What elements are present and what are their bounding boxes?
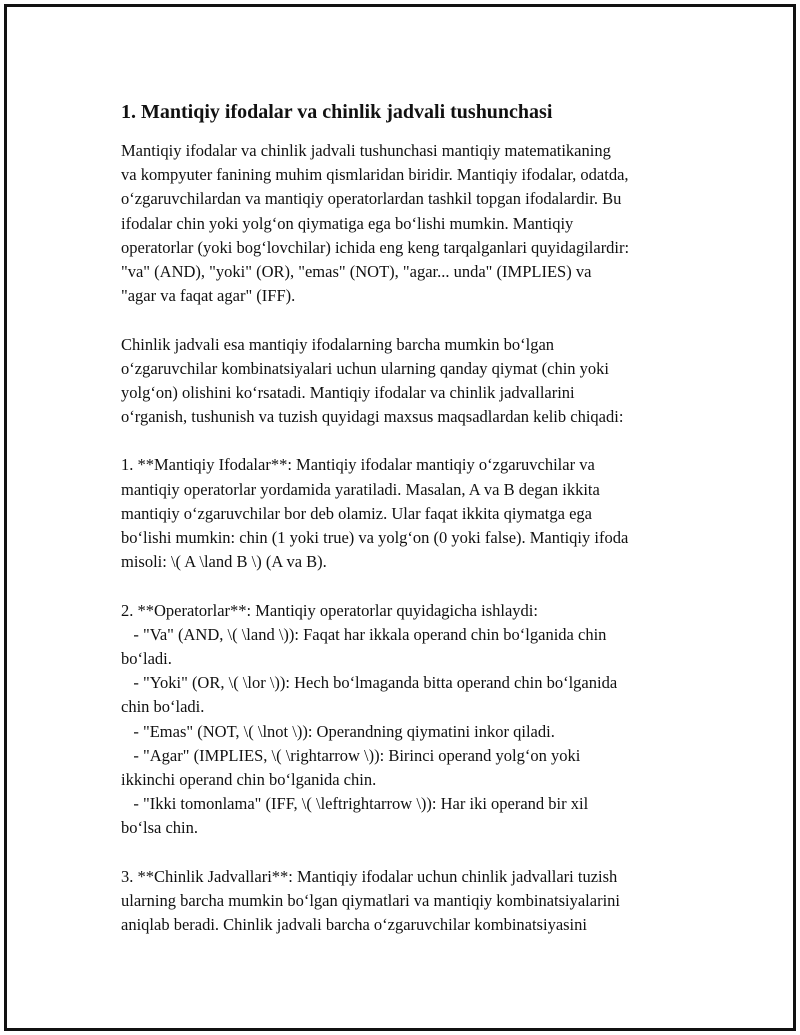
text-line: ifodalar chin yoki yolg‘on qiymatiga ega bo‘lishi mumkin. Mantiqiy xyxy=(121,213,574,233)
paragraph-expressions xyxy=(121,453,701,574)
paragraph-truth-table xyxy=(121,333,701,430)
text-line: 1. **Mantiqiy Ifodalar**: Mantiqiy ifodalar mantiqiy o‘zgaruvchilar va xyxy=(121,455,595,475)
text-line: o‘rganish, tushunish va tuzish quyidagi maxsus maqsadlardan kelib chiqadi: xyxy=(121,407,624,427)
page-title: 1. Mantiqiy ifodalar va chinlik jadvali tushunchasi xyxy=(121,101,553,123)
text-line: ularning barcha mumkin bo‘lgan qiymatlari va mantiqiy kombinatsiyalarini xyxy=(121,890,621,910)
text-line: bo‘lishi mumkin: chin (1 yoki true) va yolg‘on (0 yoki false). Mantiqiy ifoda xyxy=(121,528,629,547)
text-line: "va" (AND), "yoki" (OR), "emas" (NOT), "agar... unda" (IMPLIES) va xyxy=(121,261,592,281)
text-line: 2. **Operatorlar**: Mantiqiy operatorlar quyidagicha ishlaydi: xyxy=(121,600,538,620)
paragraph-gap xyxy=(121,840,701,864)
paragraph-intro xyxy=(121,139,701,308)
document-body xyxy=(121,99,701,937)
text-line: bo‘ladi. xyxy=(121,648,172,668)
paragraph-truth-tables xyxy=(121,865,701,938)
text-line: misoli: \( A \land B \) (A va B). xyxy=(121,552,327,572)
paragraph-gap xyxy=(121,429,701,453)
paragraph-gap xyxy=(121,574,701,598)
page-frame xyxy=(4,4,796,1031)
text-line: - "Yoki" (OR, \( \lor \)): Hech bo‘lmaganda bitta operand chin bo‘lganida xyxy=(121,673,618,693)
text-line: mantiqiy o‘zgaruvchilar bor deb olamiz. Ular faqat ikkita qiymatga ega xyxy=(121,503,592,523)
paragraph-operators xyxy=(121,599,701,841)
text-line: - "Va" (AND, \( \land \)): Faqat har ikkala operand chin bo‘lganida chin xyxy=(121,624,607,644)
text-line: yolg‘on) olishini ko‘rsatadi. Mantiqiy ifodalar va chinlik jadvallarini xyxy=(121,382,575,402)
text-line: o‘zgaruvchilardan va mantiqiy operatorlardan tashkil topgan ifodalardir. Bu xyxy=(121,189,622,209)
text-line: o‘zgaruvchilar kombinatsiyalari uchun ularning qanday qiymat (chin yoki xyxy=(121,358,609,378)
text-line: - "Emas" (NOT, \( \lnot \)): Operandning qiymatini inkor qiladi. xyxy=(121,721,555,741)
text-line: aniqlab beradi. Chinlik jadvali barcha o‘zgaruvchilar kombinatsiyasini xyxy=(121,915,587,934)
text-line: mantiqiy operatorlar yordamida yaratiladi. Masalan, A va B degan ikkita xyxy=(121,479,600,499)
text-line: "agar va faqat agar" (IFF). xyxy=(121,286,296,306)
text-line: chin bo‘ladi. xyxy=(121,697,205,717)
text-line: 3. **Chinlik Jadvallari**: Mantiqiy ifodalar uchun chinlik jadvallari tuzish xyxy=(121,866,618,886)
text-line: - "Agar" (IMPLIES, \( \rightarrow \)): Birinci operand yolg‘on yoki xyxy=(121,745,581,765)
text-line: Chinlik jadvali esa mantiqiy ifodalarning barcha mumkin bo‘lgan xyxy=(121,334,555,354)
text-line: va kompyuter fanining muhim qismlaridan biridir. Mantiqiy ifodalar, odatda, xyxy=(121,165,629,185)
text-line: - "Ikki tomonlama" (IFF, \( \leftrightarrow \)): Har iki operand bir xil xyxy=(121,794,589,814)
text-line: Mantiqiy ifodalar va chinlik jadvali tushunchasi mantiqiy matematikaning xyxy=(121,141,611,160)
text-line: bo‘lsa chin. xyxy=(121,818,198,838)
text-line: ikkinchi operand chin bo‘lganida chin. xyxy=(121,769,377,789)
paragraph-gap xyxy=(121,308,701,332)
text-line: operatorlar (yoki bog‘lovchilar) ichida eng keng tarqalganlari quyidagilardir: xyxy=(121,237,630,257)
